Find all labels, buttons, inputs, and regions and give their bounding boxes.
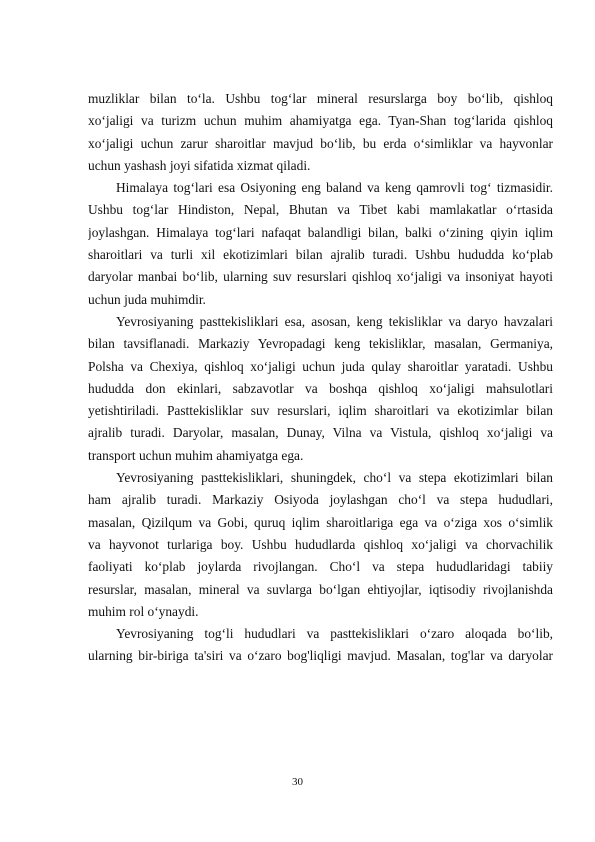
text-line: daryolar manbai bo‘lib, ularning suv resurslari qishloq xo‘jaligi va insoniyat hayoti xyxy=(88,269,553,285)
text-line: transport uchun muhim ahamiyatga ega. xyxy=(88,447,304,463)
text-line: resurslar, masalan, mineral va suvlarga bo‘lgan ehtiyojlar, iqtisodiy rivojlanishda xyxy=(88,581,553,597)
text-line: Yevrosiyaning tog‘li hududlari va pasttekisliklari o‘zaro aloqada bo‘lib, xyxy=(116,626,553,642)
text-line: Yevrosiyaning pasttekisliklari esa, asosan, keng tekisliklar va daryo havzalari xyxy=(116,313,553,329)
text-line: Polsha va Chexiya, qishloq xo‘jaligi uchun juda qulay sharoitlar yaratadi. Ushbu xyxy=(88,358,553,374)
text-line: uchun yashash joyi sifatida xizmat qiladi. xyxy=(88,157,311,173)
text-line: yetishtiriladi. Pasttekisliklar suv resurslari, iqlim sharoitlari va ekotizimlar bilan xyxy=(88,403,553,419)
text-line: ham ajralib turadi. Markaziy Osiyoda joylashgan cho‘l va stepa hududlari, xyxy=(88,492,553,508)
text-line: Himalaya tog‘lari esa Osiyoning eng baland va keng qamrovli tog‘ tizmasidir. xyxy=(116,180,553,196)
text-line: va hayvonot turlariga boy. Ushbu hududlarda qishloq xo‘jaligi va chorvachilik xyxy=(88,536,553,552)
text-line: bilan tavsiflanadi. Markaziy Yevropadagi keng tekisliklar, masalan, Germaniya, xyxy=(88,336,553,352)
text-line: ularning bir-biriga ta'siri va o‘zaro bog'liqligi mavjud. Masalan, tog'lar va daryolar xyxy=(88,648,553,664)
text-line: joylashgan. Himalaya tog‘lari nafaqat balandligi bilan, balki o‘zining qiyin iqlim xyxy=(88,224,553,240)
text-line: muzliklar bilan to‘la. Ushbu tog‘lar mineral resurslarga boy bo‘lib, qishloq xyxy=(88,91,553,106)
body-text xyxy=(88,88,553,668)
text-line: muhim rol o‘ynaydi. xyxy=(88,603,199,619)
text-line: xo‘jaligi va turizm uchun muhim ahamiyatga ega. Tyan-Shan tog‘larida qishloq xyxy=(88,113,553,129)
text-line: hududda don ekinlari, sabzavotlar va boshqa qishloq xo‘jaligi mahsulotlari xyxy=(88,380,553,396)
text-line: ajralib turadi. Daryolar, masalan, Dunay, Vilna va Vistula, qishloq xo‘jaligi va xyxy=(88,425,553,441)
text-line: masalan, Qizilqum va Gobi, quruq iqlim sharoitlariga ega va o‘ziga xos o‘simlik xyxy=(88,514,553,530)
text-line: Ushbu tog‘lar Hindiston, Nepal, Bhutan va Tibet kabi mamlakatlar o‘rtasida xyxy=(88,202,553,218)
text-line: uchun juda muhimdir. xyxy=(88,291,206,307)
page-number: 30 xyxy=(292,776,303,788)
text-line: Yevrosiyaning pasttekisliklari, shuningdek, cho‘l va stepa ekotizimlari bilan xyxy=(116,470,553,486)
text-line: xo‘jaligi uchun zarur sharoitlar mavjud bo‘lib, bu erda o‘simliklar va hayvonlar xyxy=(88,135,553,151)
text-line: sharoitlari va turli xil ekotizimlari bilan ajralib turadi. Ushbu hududda ko‘plab xyxy=(88,247,553,263)
text-line: faoliyati ko‘plab joylarda rivojlangan. Cho‘l va stepa hududlaridagi tabiiy xyxy=(88,559,553,575)
